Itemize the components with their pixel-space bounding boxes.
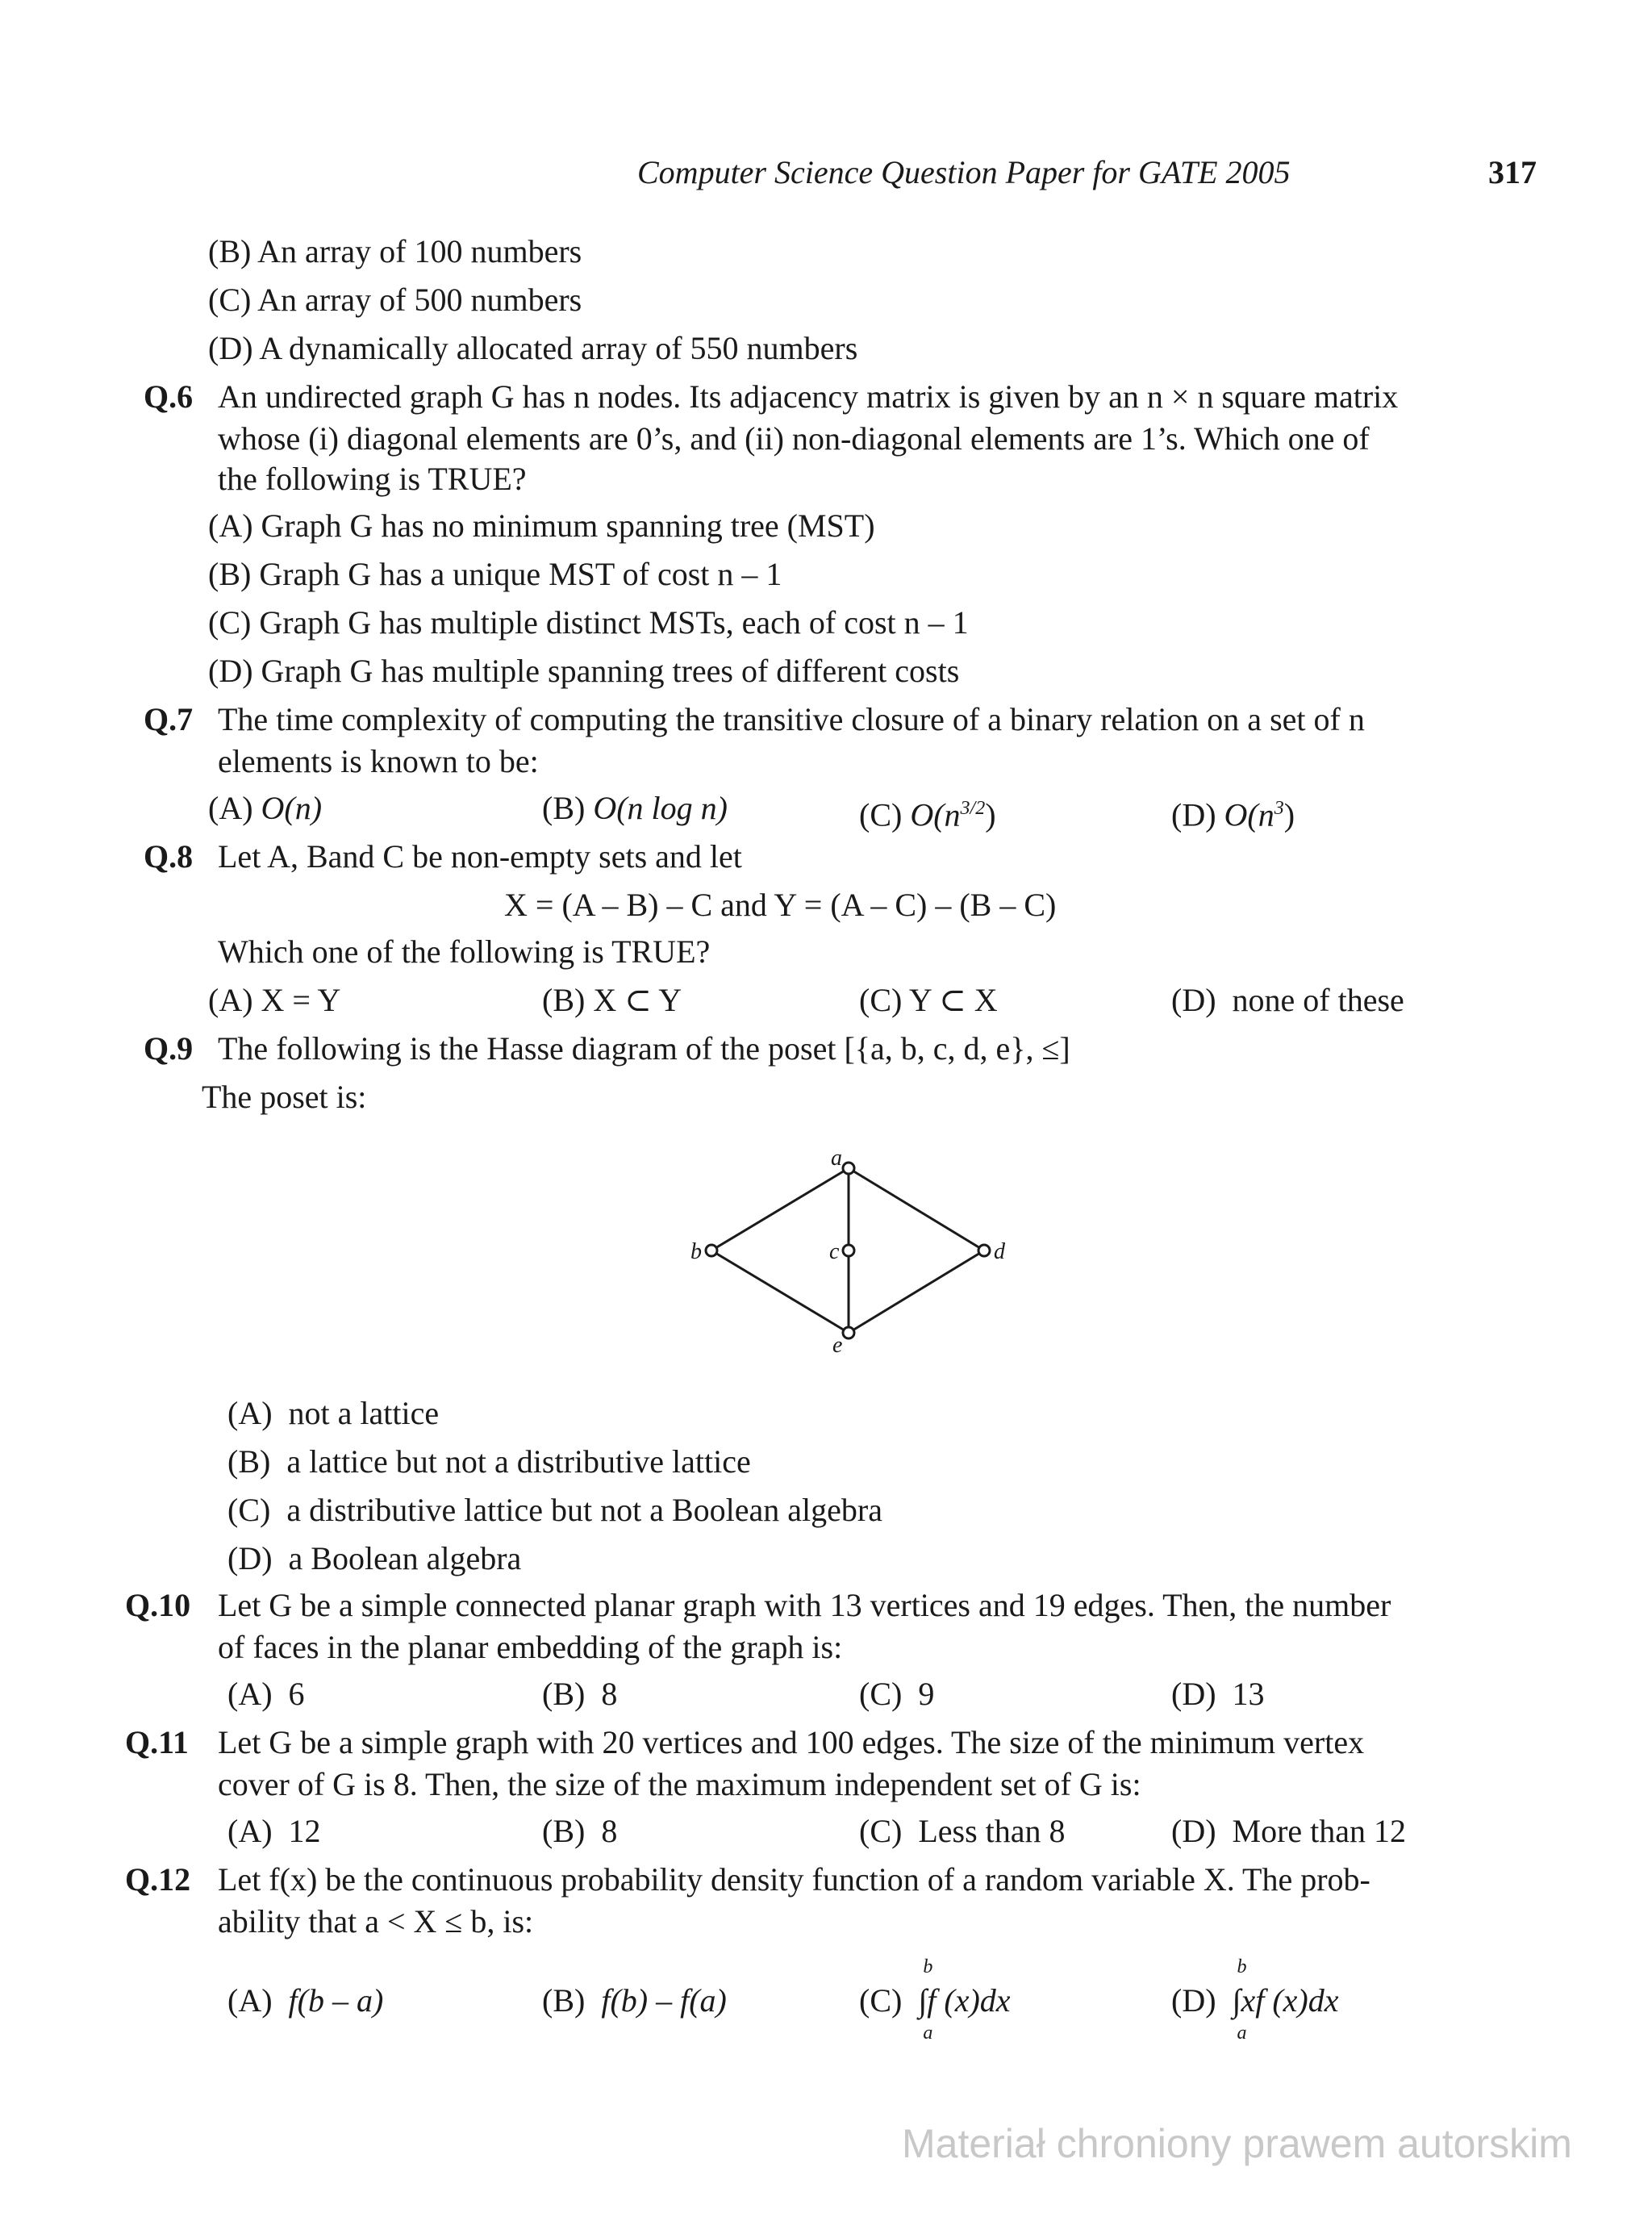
option-label: (D)	[1171, 796, 1216, 833]
option-line	[208, 232, 582, 271]
option-line	[208, 981, 340, 1020]
option-text: a Boolean algebra	[288, 1540, 522, 1576]
question-text: elements is known to be:	[218, 743, 539, 779]
upper-limit: b	[923, 1956, 933, 1977]
option-line	[542, 981, 682, 1020]
edge-d-e	[849, 1251, 984, 1333]
option-line	[208, 652, 959, 691]
option-text: An array of 100 numbers	[257, 233, 582, 269]
option-text: not a lattice	[288, 1395, 440, 1431]
option-text: Graph G has no minimum spanning tree (MST)	[261, 507, 875, 544]
option-text: f(b) – f(a)	[601, 1982, 727, 2019]
option-line	[208, 329, 857, 368]
option-text: An array of 500 numbers	[257, 282, 582, 318]
page-number: 317	[1488, 154, 1537, 190]
question-text: The following is the Hasse diagram of the poset [{a, b, c, d, e}, ≤]	[218, 1030, 1070, 1067]
node-label-e: e	[832, 1333, 843, 1355]
exponent: 3/2	[960, 798, 986, 819]
option-line	[227, 1491, 882, 1530]
option-label: (C)	[227, 1492, 271, 1528]
option-label: (B)	[542, 790, 586, 826]
question-text: Let A, Band C be non-empty sets and let	[218, 838, 742, 875]
option-label: (D)	[1171, 1676, 1216, 1712]
integral	[918, 1956, 1011, 2044]
option-label: (C)	[859, 1982, 903, 2019]
option-label: (A)	[227, 1813, 273, 1849]
question-text: Let G be a simple connected planar graph with 13 vertices and 19 edges. Then, the number	[218, 1587, 1391, 1623]
option-label: (C)	[859, 982, 903, 1018]
node-a	[843, 1163, 854, 1174]
question-number: Q.8	[144, 838, 194, 875]
option-line	[227, 1539, 521, 1578]
option-text: 12	[288, 1813, 321, 1849]
question-text: ability that a < X ≤ b, is:	[218, 1903, 534, 1939]
option-label: (C)	[208, 604, 252, 641]
option-label: (D)	[1171, 982, 1216, 1018]
question-number: Q.12	[125, 1861, 191, 1898]
upper-limit: b	[1237, 1956, 1247, 1977]
option-text: Graph G has multiple distinct MSTs, each of cost n – 1	[259, 604, 969, 641]
option-label: (D)	[1171, 1982, 1216, 2019]
option-label: (B)	[227, 1443, 271, 1480]
running-header: Computer Science Question Paper for GATE 2005	[637, 154, 1291, 190]
option-text: ∫xf (x)dx	[1232, 1982, 1339, 2019]
option-text-tail: )	[985, 796, 996, 833]
question-number: Q.9	[144, 1030, 194, 1067]
node-label-b: b	[690, 1239, 702, 1264]
hasse-diagram	[670, 1146, 1024, 1355]
option-line	[227, 1981, 383, 2020]
question-text: An undirected graph G has n nodes. Its adjacency matrix is given by an n × n square matrix	[218, 378, 1399, 415]
option-line	[227, 1443, 751, 1481]
option-label: (D)	[227, 1540, 273, 1576]
option-line	[1171, 1675, 1265, 1714]
option-text: O(n log n)	[593, 790, 728, 826]
option-line	[542, 1675, 617, 1714]
option-label: (B)	[542, 1813, 586, 1849]
edge-b-e	[711, 1251, 849, 1333]
option-line	[227, 1675, 305, 1714]
option-line	[208, 507, 875, 545]
option-line	[1171, 1812, 1406, 1851]
option-text: O(n)	[261, 790, 323, 826]
option-line	[859, 1956, 1011, 2044]
option-label: (C)	[859, 1813, 903, 1849]
lower-limit: a	[923, 2023, 933, 2044]
option-line	[1171, 1956, 1339, 2044]
copyright-watermark: Materiał chroniony prawem autorskim	[902, 2121, 1572, 2166]
question-text: Let f(x) be the continuous probability density function of a random variable X. The prob-	[218, 1861, 1370, 1898]
question-text: the following is TRUE?	[218, 461, 527, 497]
option-label: (C)	[859, 1676, 903, 1712]
option-line	[208, 281, 582, 319]
option-label: (A)	[208, 790, 253, 826]
option-text: O(n	[910, 796, 961, 833]
option-text: O(n	[1224, 796, 1274, 833]
option-line	[859, 1675, 934, 1714]
option-line	[208, 603, 969, 642]
integral	[1232, 1956, 1339, 2044]
option-text: 6	[288, 1676, 305, 1712]
option-label: (B)	[542, 1982, 586, 2019]
node-label-a: a	[831, 1146, 842, 1171]
option-text: f(b – a)	[288, 1982, 384, 2019]
node-b	[706, 1245, 717, 1256]
option-label: (A)	[227, 1676, 273, 1712]
edge-a-d	[849, 1168, 984, 1251]
option-text: 8	[601, 1813, 618, 1849]
question-text: Let G be a simple graph with 20 vertices and 100 edges. The size of the minimum vertex	[218, 1724, 1365, 1760]
option-line	[208, 555, 782, 594]
option-line	[859, 789, 996, 834]
option-label: (A)	[227, 1395, 273, 1431]
option-text: 13	[1232, 1676, 1265, 1712]
question-number: Q.11	[125, 1724, 189, 1760]
exponent: 3	[1274, 798, 1284, 819]
option-label: (B)	[208, 233, 252, 269]
option-text: A dynamically allocated array of 550 numbers	[259, 330, 858, 366]
option-text: a distributive lattice but not a Boolean algebra	[286, 1492, 882, 1528]
option-line	[542, 789, 728, 828]
option-line	[859, 981, 998, 1020]
option-text: Graph G has multiple spanning trees of different costs	[261, 653, 960, 689]
option-text: Y ⊂ X	[908, 982, 998, 1018]
option-line	[208, 789, 322, 828]
option-text: X ⊂ Y	[593, 982, 682, 1018]
option-text: More than 12	[1232, 1813, 1407, 1849]
node-e	[843, 1327, 854, 1338]
option-text: Less than 8	[918, 1813, 1066, 1849]
edge-a-b	[711, 1168, 849, 1251]
option-label: (A)	[208, 982, 253, 1018]
option-line	[1171, 981, 1404, 1020]
lower-limit: a	[1237, 2023, 1247, 2044]
option-line	[227, 1394, 439, 1433]
question-text: whose (i) diagonal elements are 0’s, and (ii) non-diagonal elements are 1’s. Which one of	[218, 420, 1370, 457]
option-label: (D)	[208, 653, 253, 689]
option-text: a lattice but not a distributive lattice	[286, 1443, 751, 1480]
node-c	[843, 1245, 854, 1256]
option-text: ∫f (x)dx	[918, 1982, 1011, 2019]
option-label: (B)	[542, 982, 586, 1018]
question-number: Q.10	[125, 1587, 191, 1623]
question-number: Q.7	[144, 701, 194, 737]
option-label: (A)	[208, 507, 253, 544]
option-text: 8	[601, 1676, 618, 1712]
option-line	[542, 1812, 617, 1851]
formula: X = (A – B) – C and Y = (A – C) – (B – C)	[504, 887, 1057, 923]
option-line	[227, 1812, 321, 1851]
option-label: (C)	[208, 282, 252, 318]
question-number: Q.6	[144, 378, 194, 415]
option-line	[1171, 789, 1295, 834]
option-label: (C)	[859, 796, 903, 833]
question-text: Which one of the following is TRUE?	[218, 933, 711, 970]
node-label-c: c	[829, 1239, 840, 1264]
option-text: 9	[918, 1676, 935, 1712]
question-text: cover of G is 8. Then, the size of the maximum independent set of G is:	[218, 1766, 1141, 1802]
option-label: (B)	[542, 1676, 586, 1712]
option-line	[542, 1981, 727, 2020]
node-d	[978, 1245, 990, 1256]
option-label: (D)	[208, 330, 253, 366]
question-text: The time complexity of computing the transitive closure of a binary relation on a set of n	[218, 701, 1365, 737]
question-text: of faces in the planar embedding of the graph is:	[218, 1629, 843, 1665]
option-text-tail: )	[1283, 796, 1295, 833]
question-text: The poset is:	[202, 1079, 367, 1115]
option-label: (B)	[208, 556, 252, 592]
option-label: (A)	[227, 1982, 273, 2019]
option-text: none of these	[1232, 982, 1404, 1018]
option-label: (D)	[1171, 1813, 1216, 1849]
option-text: Graph G has a unique MST of cost n – 1	[259, 556, 782, 592]
option-text: X = Y	[261, 982, 341, 1018]
option-line	[859, 1812, 1066, 1851]
node-label-d: d	[994, 1239, 1005, 1264]
